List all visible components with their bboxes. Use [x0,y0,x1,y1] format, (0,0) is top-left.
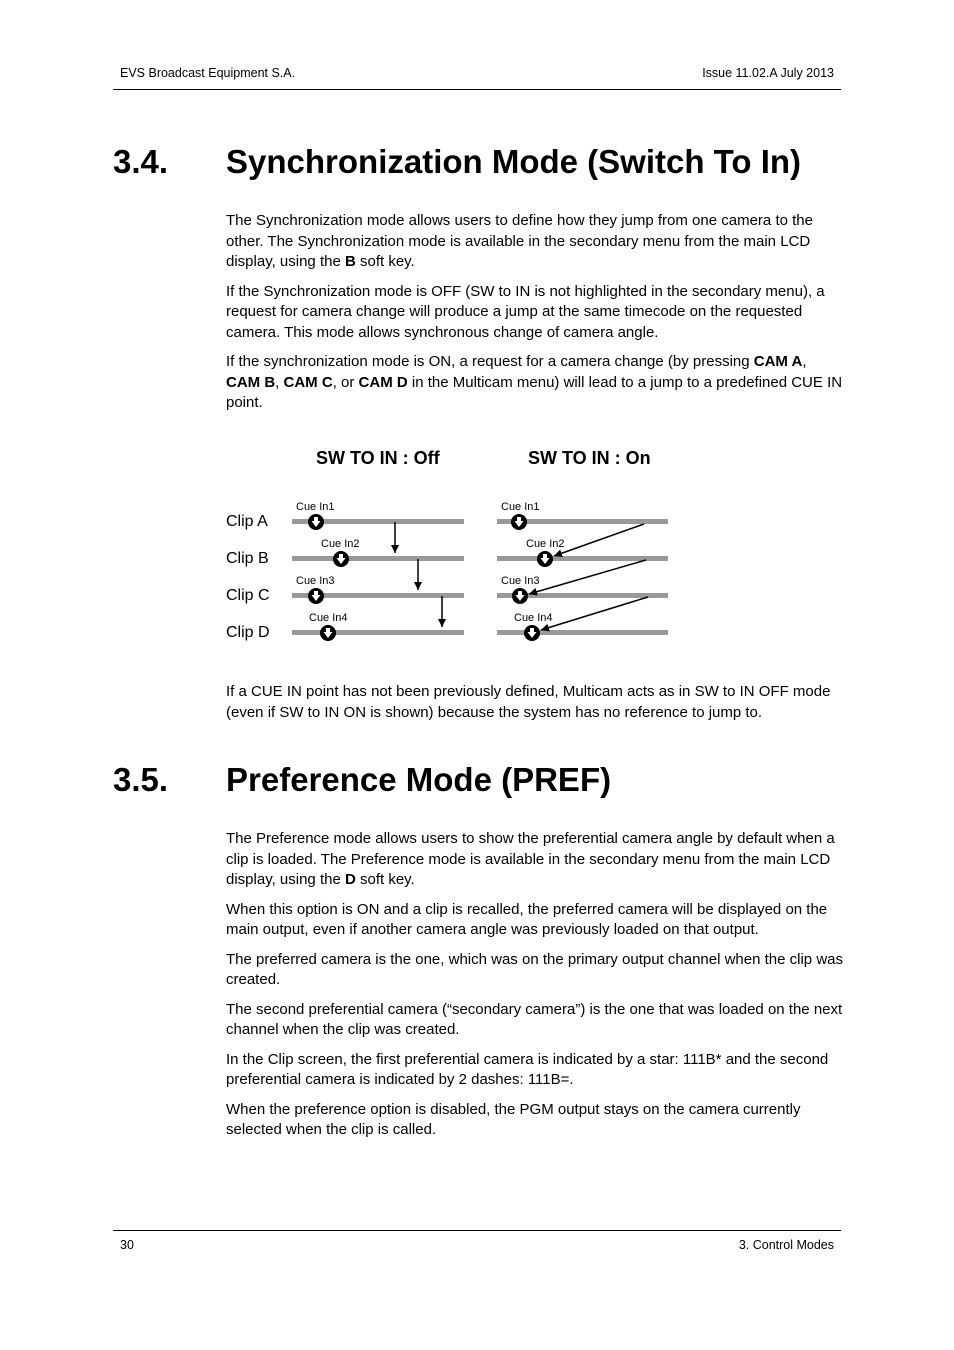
cue-in-icon [512,588,528,604]
diagram-title-off: SW TO IN : Off [316,448,440,468]
paragraph: The second preferential camera (“secondary camera”) is the one that was loaded on the next channel when the clip was created. [226,1000,843,1038]
paragraph: When the preference option is disabled, the PGM output stays on the camera currently selected when the clip is called. [226,1100,801,1138]
cue-in-icon [308,514,324,530]
page-number: 30 [120,1238,134,1252]
paragraph: The preferred camera is the one, which was on the primary output channel when the clip was created. [226,950,843,988]
section-3-4-body [226,211,844,423]
paragraph: If the synchronization mode is ON, a request for a camera change (by pressing CAM A, CAM B, CAM C, or CAM D in the Multicam menu) will lead to a jump to a predefined CUE IN point. [226,353,843,411]
section-title-3-5: Preference Mode (PREF) [226,761,612,798]
cue-in-icon [524,625,540,641]
cue-label-on-1: Cue In1 [501,501,540,513]
footer-chapter: 3. Control Modes [738,1238,834,1252]
jump-arrow-on-cd [541,597,648,630]
cue-in-icon [333,551,349,567]
section-title-3-4: Synchronization Mode (Switch To In) [226,143,802,180]
cue-label-off-3: Cue In3 [296,575,335,587]
cue-label-on-2: Cue In2 [526,538,565,550]
header-issue: Issue 11.02.A July 2013 [702,66,834,80]
cue-in-icon [537,551,553,567]
bar-off-d [292,630,464,635]
header-rule [113,89,841,90]
paragraph: The Preference mode allows users to show the preferential camera angle by default when a clip is loaded. The Preference mode is available in the secondary menu from the main LCD display, using the D soft key. [226,830,835,888]
section-number-3-4: 3.4. [113,143,169,180]
paragraph: In the Clip screen, the first preferential camera is indicated by a star: 111B* and the second preferential camera is indicated by 2 dashes: 111B=. [226,1050,829,1088]
clip-label-c: Clip C [226,587,270,604]
paragraph: The Synchronization mode allows users to define how they jump from one camera to the other. The Synchronization mode is available in the secondary menu from the main LCD display, using the B soft key. [226,212,813,270]
cue-label-off-4: Cue In4 [309,612,348,624]
diagram-title-on: SW TO IN : On [528,448,651,468]
clip-label-b: Clip B [226,550,269,567]
bar-on-b [497,556,668,561]
section-3-5-body [226,829,844,1150]
cue-in-icon [320,625,336,641]
paragraph: If the Synchronization mode is OFF (SW to IN is not highlighted in the secondary menu), a request for camera change will produce a jump at the same timecode on the requested camera. This mode allows synchronous change of camera angle. [226,282,825,341]
jump-arrow-on-ab [554,524,644,556]
section-number-3-5: 3.5. [113,761,169,798]
paragraph: If a CUE IN point has not been previously defined, Multicam acts as in SW to IN OFF mode (even if SW to IN ON is shown) because the system has no reference to jump to. [226,683,831,721]
paragraph: When this option is ON and a clip is recalled, the preferred camera will be displayed on the main output, even if another camera angle was previously loaded on that output. [226,900,828,938]
bar-off-b [292,556,464,561]
section-3-4-note [226,682,844,732]
clip-label-d: Clip D [226,624,270,641]
cue-label-on-3: Cue In3 [501,575,540,587]
clip-label-a: Clip A [226,513,268,530]
cue-in-icon [511,514,527,530]
bar-on-d [497,630,668,635]
sync-mode-diagram [220,440,680,650]
header-company: EVS Broadcast Equipment S.A. [120,66,296,80]
cue-label-off-1: Cue In1 [296,501,335,513]
cue-label-off-2: Cue In2 [321,538,360,550]
cue-label-on-4: Cue In4 [514,612,553,624]
footer-rule [113,1230,841,1231]
cue-in-icon [308,588,324,604]
